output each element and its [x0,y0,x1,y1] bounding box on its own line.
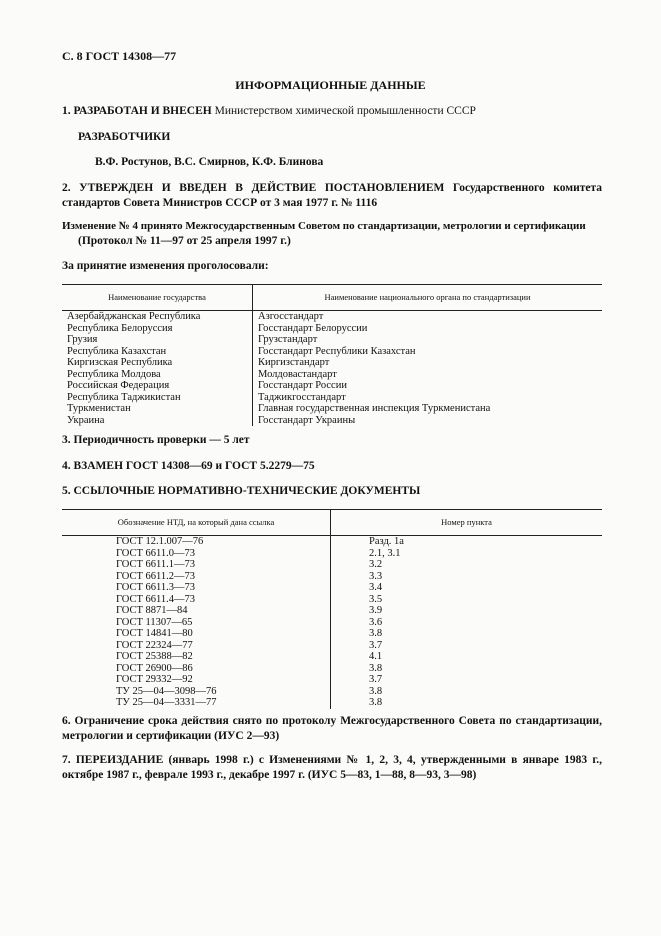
voting-header-body: Наименование национального органа по стандартизации [253,285,603,311]
clause-cell: 3.3 [369,570,383,582]
doc-cell: ТУ 25—04—3098—76 [62,686,331,698]
table-row [62,559,602,571]
doc-cell: ГОСТ 6611.3—73 [62,582,331,594]
doc-cell: ГОСТ 26900—86 [62,663,331,675]
item-6: 6. Ограничение срока действия снято по протоколу Межгосударственного Совета по стандартизации, метрологии и сертификации (ИУС 2—93) [62,715,602,742]
body-cell: Киргизстандарт [258,357,330,368]
state-cell: Киргизская Республика [62,357,253,369]
table-row [62,334,602,346]
table-row [62,571,602,583]
table-row [62,582,602,594]
table-row [62,311,602,323]
table-row [62,346,602,358]
clause-cell: 3.8 [369,685,383,697]
developers-names: В.Ф. Ростунов, В.С. Смирнов, К.Ф. Блинова [95,156,324,168]
references-table [62,509,602,709]
doc-cell: ГОСТ 6611.4—73 [62,594,331,606]
body-cell: Главная государственная инспекция Туркменистана [258,403,491,414]
clause-cell: 3.8 [369,697,383,708]
state-cell: Азербайджанская Республика [62,311,253,323]
voted-heading: За принятие изменения проголосовали: [62,260,269,272]
table-row [62,369,602,381]
doc-cell: ГОСТ 12.1.007—76 [62,536,331,548]
doc-cell: ГОСТ 6611.1—73 [62,559,331,571]
item-2-text: Государственного комитета стандартов Совета Министров СССР от 3 мая 1977 г. № 1116 [62,182,602,209]
item-1-lead: 1. РАЗРАБОТАН И ВНЕСЕН [62,105,212,117]
doc-cell: ГОСТ 22324—77 [62,640,331,652]
clause-cell: 3.9 [369,605,383,616]
clause-cell: 3.7 [369,674,383,685]
table-row [62,380,602,392]
table-row [62,536,602,548]
doc-cell: ГОСТ 11307—65 [62,617,331,629]
item-3: 3. Периодичность проверки — 5 лет [62,434,250,446]
state-cell: Республика Белоруссия [62,323,253,335]
table-row [62,686,602,698]
doc-cell: ГОСТ 6611.0—73 [62,548,331,560]
item-4: 4. ВЗАМЕН ГОСТ 14308—69 и ГОСТ 5.2279—75 [62,460,315,472]
body-cell: Госстандарт Республики Казахстан [258,345,416,357]
table-row [62,415,602,427]
body-cell: Таджикгосстандарт [258,391,346,403]
item-1-text: Министерством химической промышленности СССР [211,105,476,117]
voting-header-state: Наименование государства [62,285,253,311]
state-cell: Туркменистан [62,403,253,415]
item-2 [62,181,602,211]
clause-cell: 3.5 [369,593,383,605]
clause-cell: 3.8 [369,628,383,639]
state-cell: Грузия [62,334,253,346]
doc-cell: ГОСТ 29332—92 [62,674,331,686]
state-cell: Российская Федерация [62,380,253,392]
item-7-text: (январь 1998 г.) с Изменениями № 1, 2, 3, 4, утвержденными в январе 1983 г., октябре 1987 г., феврале 1993 г., декабре 1997 г. (ИУС 5—83, 1—88, 8—93, 3—98) [62,754,602,781]
table-row [62,323,602,335]
clause-cell: 2.1, 3.1 [369,547,401,559]
table-row [62,617,602,629]
item-2-lead: 2. УТВЕРЖДЕН И ВВЕДЕН В ДЕЙСТВИЕ ПОСТАНОВЛЕНИЕМ [62,182,445,194]
clause-cell: 3.6 [369,616,383,628]
ref-header-clause: Номер пункта [331,510,603,536]
clause-cell: 4.1 [369,651,383,662]
amendment-line-1: Изменение № 4 принято Межгосударственным Советом по стандартизации, метрологии и сертификации [62,220,586,232]
state-cell: Украина [62,415,253,427]
clause-cell: 3.2 [369,559,383,570]
voting-table [62,284,602,426]
table-row [62,628,602,640]
section-title: ИНФОРМАЦИОННЫЕ ДАННЫЕ [235,78,426,92]
table-row [62,548,602,560]
body-cell: Азгосстандарт [258,311,324,322]
table-row [62,392,602,404]
body-cell: Молдовастандарт [258,368,337,380]
doc-cell: ГОСТ 25388—82 [62,651,331,663]
item-7-lead: 7. ПЕРЕИЗДАНИЕ [62,754,164,766]
state-cell: Республика Таджикистан [62,392,253,404]
body-cell: Госстандарт Украины [258,414,356,426]
references-table-header [62,510,602,536]
table-row [62,403,602,415]
doc-cell: ГОСТ 8871—84 [62,605,331,617]
body-cell: Грузстандарт [258,334,318,345]
page-header: С. 8 ГОСТ 14308—77 [62,49,177,63]
item-1 [62,104,602,119]
state-cell: Республика Молдова [62,369,253,381]
table-row [62,663,602,675]
table-row [62,651,602,663]
table-row [62,605,602,617]
table-row [62,674,602,686]
table-row [62,640,602,652]
clause-cell: 3.7 [369,639,383,651]
clause-cell: 3.4 [369,582,383,593]
doc-cell: ГОСТ 14841—80 [62,628,331,640]
ref-header-document: Обозначение НТД, на который дана ссылка [62,510,331,536]
state-cell: Республика Казахстан [62,346,253,358]
voting-table-header [62,285,602,311]
clause-cell: 3.8 [369,662,383,674]
table-row [62,357,602,369]
developers-heading: РАЗРАБОТЧИКИ [78,131,171,143]
item-5: 5. ССЫЛОЧНЫЕ НОРМАТИВНО-ТЕХНИЧЕСКИЕ ДОКУМЕНТЫ [62,485,421,497]
table-row [62,697,602,709]
table-row [62,594,602,606]
doc-cell: ТУ 25—04—3331—77 [62,697,331,709]
doc-cell: ГОСТ 6611.2—73 [62,571,331,583]
clause-cell: Разд. 1а [369,536,404,547]
item-7 [62,753,602,783]
body-cell: Госстандарт России [258,380,347,391]
amendment-line-2: (Протокол № 11—97 от 25 апреля 1997 г.) [78,235,291,247]
body-cell: Госстандарт Белоруссии [258,322,368,334]
